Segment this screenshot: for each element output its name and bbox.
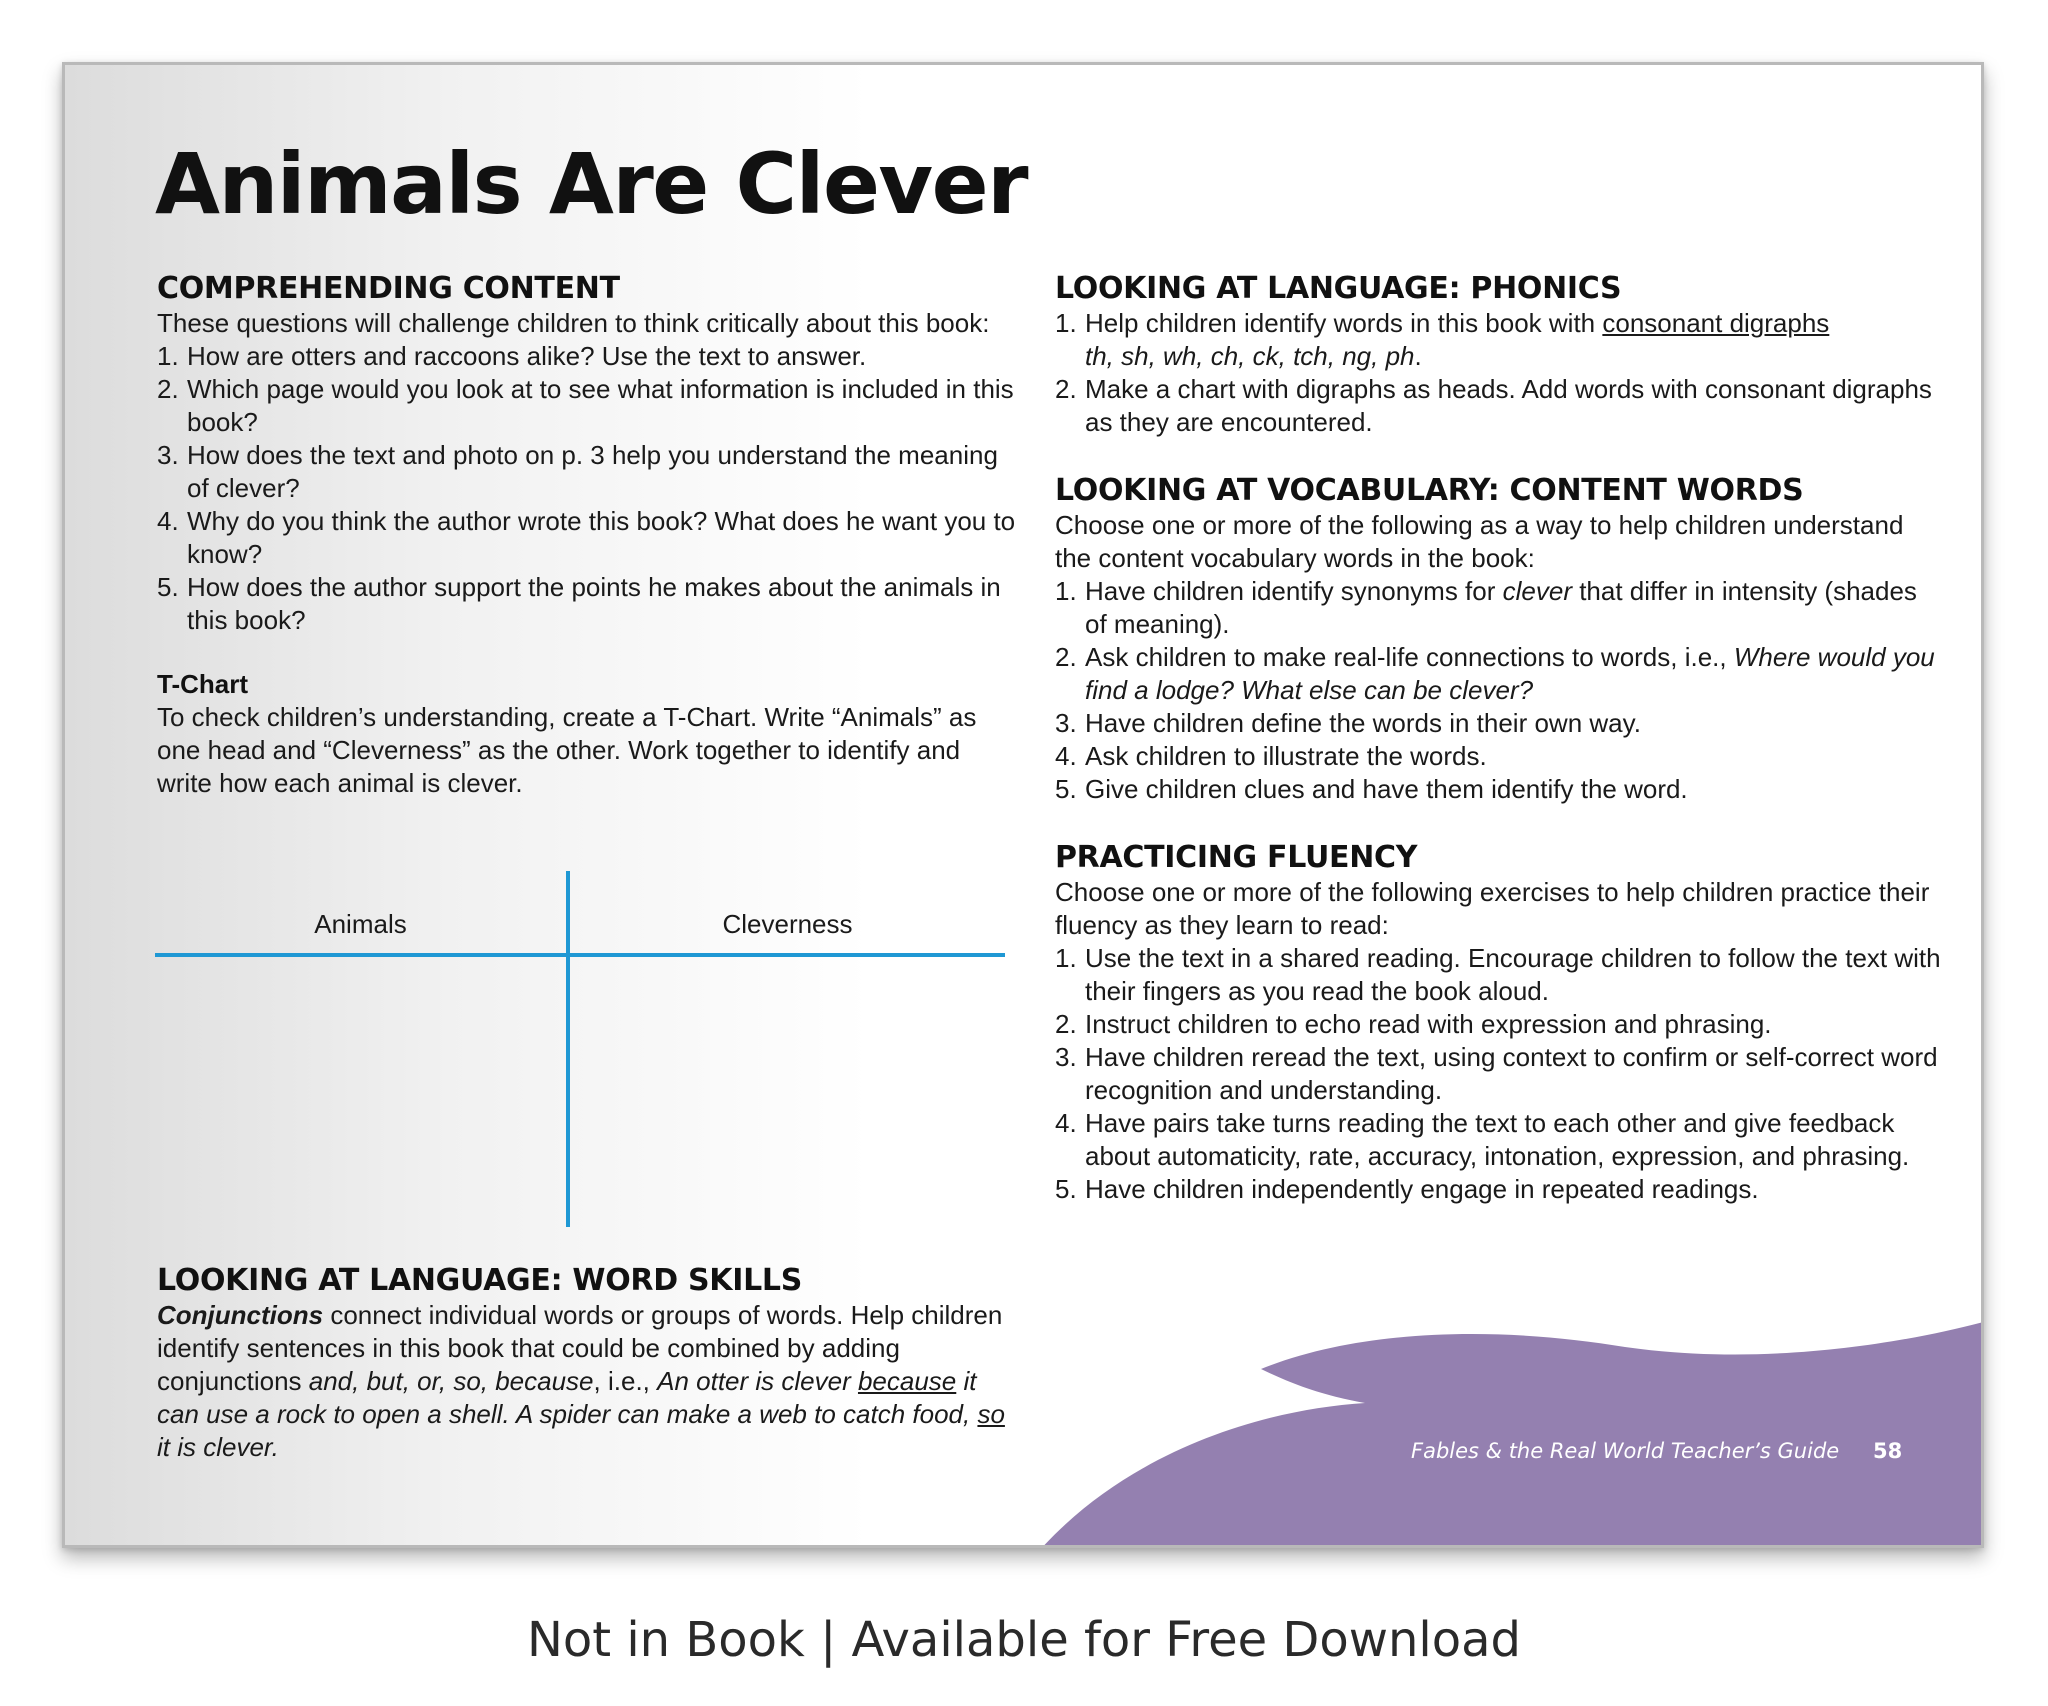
list-item [1055,1008,1945,1041]
tchart-column-animals: Animals [314,909,407,939]
word-skills-section [157,1263,1017,1464]
fluency-intro: Choose one or more of the following exercises to help children practice their fluency as they learn to read: [1055,877,1930,940]
list-item [1055,641,1945,707]
vocab-item4-text: Ask children to illustrate the words. [1085,741,1487,771]
comprehending-intro: These questions will challenge children to think critically about this book: [157,308,990,338]
phonics-heading: LOOKING AT LANGUAGE: PHONICS [1055,271,1622,306]
footer-guide-title: Fables & the Real World Teacher’s Guide [1411,1439,1840,1463]
left-column [157,271,1017,800]
list-item [1055,942,1945,1008]
list-number: 1. [157,341,179,371]
list-item-text: Why do you think the author wrote this book? What does he want you to know? [187,506,1016,569]
list-number: 5. [1055,1174,1077,1204]
page-title: Animals Are Clever [155,135,1028,233]
example-part-2: it can use a rock to open a shell. A spider can make a web to catch food, [157,1366,978,1429]
list-number: 3. [1055,708,1077,738]
vocab-item5-text: Give children clues and have them identify the word. [1085,774,1688,804]
list-number: 4. [157,506,179,536]
list-item [1055,707,1945,740]
example-underlined-because: because [857,1366,957,1396]
vocab-item2-examples: Where would you find a lodge? What else can be clever? [1085,642,1935,705]
comprehending-list [157,340,1017,637]
tchart-text: To check children’s understanding, create a T-Chart. Write “Animals” as one head and “Cleverness” as the other. Work together to identify and write how each animal is clever. [157,702,977,798]
digraph-examples: th, sh, wh, ch, ck, tch, ng, ph [1085,341,1415,371]
vocabulary-heading: LOOKING AT VOCABULARY: CONTENT WORDS [1055,473,1804,508]
list-item [157,439,1017,505]
list-number: 1. [1055,943,1077,973]
list-number: 4. [1055,741,1077,771]
list-number: 5. [157,572,179,602]
list-item [1055,575,1945,641]
example-part-3: it is clever. [157,1432,279,1462]
list-item-text: Have pairs take turns reading the text to each other and give feedback about automaticity, rate, accuracy, intonation, expression, and phrasing. [1085,1108,1910,1171]
tchart-horizontal-line [155,953,1005,957]
guide-page [62,62,1984,1548]
list-item-text: Have children independently engage in repeated readings. [1085,1174,1759,1204]
phonics-item1-end: . [1414,341,1422,371]
list-item [157,505,1017,571]
consonant-digraphs-term: consonant digraphs [1602,308,1830,338]
list-item-text: How does the text and photo on p. 3 help you understand the meaning of clever? [187,440,998,503]
list-number: 2. [157,374,179,404]
list-item [1055,307,1945,373]
vocabulary-intro: Choose one or more of the following as a way to help children understand the content vocabulary words in the book: [1055,510,1904,573]
list-item [157,571,1017,637]
vocab-item3-text: Have children define the words in their own way. [1085,708,1641,738]
list-item [157,373,1017,439]
list-item [1055,740,1945,773]
example-underlined-so: so [977,1399,1005,1429]
list-number: 1. [1055,576,1077,606]
vocab-item2-text: Ask children to make real-life connections to words, i.e., [1085,642,1734,672]
list-item [1055,1041,1945,1107]
list-item-text: Use the text in a shared reading. Encourage children to follow the text with their fingers as you read the book aloud. [1085,943,1941,1006]
list-item-text: Have children reread the text, using context to confirm or self-correct word recognition and understanding. [1085,1042,1938,1105]
list-item [1055,773,1945,806]
download-caption: Not in Book | Available for Free Download [526,1612,1521,1668]
list-item [1055,1107,1945,1173]
tchart-column-cleverness: Cleverness [722,909,853,939]
word-skills-text [157,1299,1017,1464]
word-skills-text-2: , i.e., [593,1366,658,1396]
tchart-vertical-line [566,871,570,1227]
conjunctions-term: Conjunctions [157,1300,324,1330]
word-skills-text-1: connect individual words or groups of words. Help children identify sentences in this book that could be combined by adding conjunctions [157,1300,1003,1396]
list-number: 3. [1055,1042,1077,1072]
list-number: 2. [1055,1009,1077,1039]
list-number: 2. [1055,374,1077,404]
comprehending-heading: COMPREHENDING CONTENT [157,271,620,306]
phonics-item2-text: Make a chart with digraphs as heads. Add words with consonant digraphs as they are encountered. [1085,374,1932,437]
list-item [157,340,1017,373]
list-item [1055,1173,1945,1206]
conjunction-list: and, but, or, so, because [308,1366,594,1396]
right-column [1055,271,1945,1206]
list-number: 3. [157,440,179,470]
vocab-item1-text-a: Have children identify synonyms for [1085,576,1503,606]
fluency-list [1055,942,1945,1206]
list-item-text: How are otters and raccoons alike? Use the text to answer. [187,341,867,371]
list-item-text: Which page would you look at to see what information is included in this book? [187,374,1014,437]
list-number: 1. [1055,308,1077,338]
vocab-word-clever: clever [1502,576,1572,606]
list-number: 2. [1055,642,1077,672]
list-number: 5. [1055,774,1077,804]
t-chart [155,871,1005,1231]
list-item-text: Instruct children to echo read with expression and phrasing. [1085,1009,1772,1039]
page-number: 58 [1873,1439,1903,1463]
word-skills-heading: LOOKING AT LANGUAGE: WORD SKILLS [157,1263,803,1298]
list-item [1055,373,1945,439]
tchart-heading: T-Chart [157,669,248,699]
fluency-heading: PRACTICING FLUENCY [1055,840,1418,875]
list-number: 4. [1055,1108,1077,1138]
list-item-text: How does the author support the points he makes about the animals in this book? [187,572,1001,635]
vocab-item1-text-b: that differ in intensity (shades of meaning). [1085,576,1917,639]
phonics-list [1055,307,1945,439]
phonics-item1-text: Help children identify words in this book with [1085,308,1603,338]
vocabulary-list [1055,575,1945,806]
example-part-1: An otter is clever [657,1366,858,1396]
